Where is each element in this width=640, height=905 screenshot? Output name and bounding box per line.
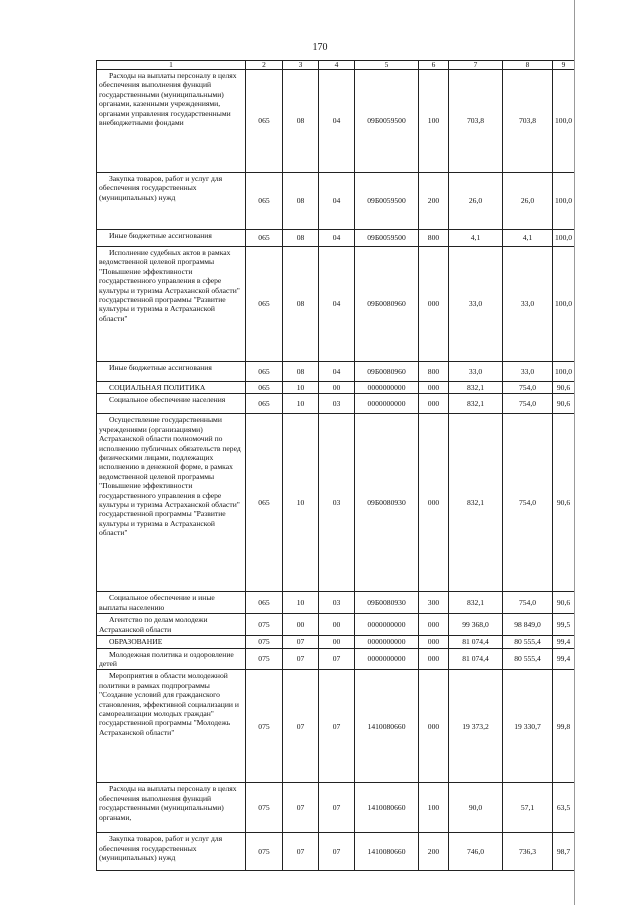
row-value-cell-6: 000: [419, 670, 449, 783]
row-value-cell-5: 09Б0059500: [355, 70, 419, 173]
row-value-cell-6: 300: [419, 592, 449, 614]
row-value-cell-2: 075: [246, 833, 283, 871]
row-value-cell-7: 26,0: [449, 173, 503, 230]
row-value-cell-5: 09Б0059500: [355, 230, 419, 247]
page-number: 170: [312, 42, 328, 53]
row-value-cell-7: 33,0: [449, 247, 503, 362]
table-row: [97, 414, 575, 592]
row-value-cell-8: 754,0: [503, 414, 553, 592]
row-value-cell-4: 00: [319, 636, 355, 648]
row-value-cell-3: 10: [283, 382, 319, 394]
row-value-cell-8: 98 849,0: [503, 614, 553, 636]
row-value-cell-2: 065: [246, 414, 283, 592]
row-value-cell-2: 065: [246, 173, 283, 230]
row-value-cell-5: 09Б0080960: [355, 247, 419, 362]
row-name-cell: Мероприятия в области молодежной политики в рамках подпрограммы "Создание условий для гражданского становления, эффективной социализации и самореализации молодых граждан" государственной программы "Молодежь Астраханской области": [97, 670, 246, 783]
row-value-cell-9: 99,4: [553, 648, 575, 670]
row-value-cell-4: 03: [319, 592, 355, 614]
row-value-cell-6: 100: [419, 783, 449, 833]
row-value-cell-4: 07: [319, 670, 355, 783]
row-value-cell-7: 33,0: [449, 362, 503, 382]
row-value-cell-9: 90,6: [553, 382, 575, 394]
scan-border-line: [574, 0, 575, 905]
table-row: [97, 70, 575, 173]
row-value-cell-3: 08: [283, 230, 319, 247]
row-value-cell-3: 08: [283, 247, 319, 362]
row-value-cell-2: 075: [246, 636, 283, 648]
row-value-cell-8: 80 555,4: [503, 636, 553, 648]
row-value-cell-8: 57,1: [503, 783, 553, 833]
row-value-cell-2: 065: [246, 592, 283, 614]
table-row: [97, 382, 575, 394]
header-cell: 9: [553, 61, 575, 70]
row-value-cell-3: 07: [283, 636, 319, 648]
row-value-cell-5: 0000000000: [355, 614, 419, 636]
row-value-cell-6: 800: [419, 362, 449, 382]
table-row: [97, 173, 575, 230]
row-value-cell-7: 81 074,4: [449, 636, 503, 648]
row-value-cell-5: 1410080660: [355, 670, 419, 783]
row-value-cell-3: 10: [283, 592, 319, 614]
row-name-cell: ОБРАЗОВАНИЕ: [97, 636, 246, 648]
row-name-cell: Молодежная политика и оздоровление детей: [97, 648, 246, 670]
row-name-cell: Иные бюджетные ассигнования: [97, 362, 246, 382]
row-name-cell: Социальное обеспечение и иные выплаты населению: [97, 592, 246, 614]
row-value-cell-7: 19 373,2: [449, 670, 503, 783]
row-value-cell-3: 07: [283, 833, 319, 871]
row-value-cell-9: 99,5: [553, 614, 575, 636]
row-value-cell-9: 100,0: [553, 362, 575, 382]
table-row: [97, 230, 575, 247]
row-value-cell-4: 00: [319, 382, 355, 394]
row-value-cell-5: 09Б0080930: [355, 592, 419, 614]
row-value-cell-3: 08: [283, 173, 319, 230]
header-cell: 2: [246, 61, 283, 70]
row-value-cell-7: 99 368,0: [449, 614, 503, 636]
row-value-cell-8: 754,0: [503, 394, 553, 414]
row-value-cell-2: 065: [246, 362, 283, 382]
row-value-cell-2: 065: [246, 247, 283, 362]
row-value-cell-2: 075: [246, 783, 283, 833]
row-value-cell-6: 000: [419, 394, 449, 414]
row-value-cell-4: 07: [319, 783, 355, 833]
row-value-cell-8: 754,0: [503, 592, 553, 614]
row-value-cell-4: 04: [319, 247, 355, 362]
row-value-cell-7: 90,0: [449, 783, 503, 833]
row-value-cell-5: 1410080660: [355, 783, 419, 833]
row-value-cell-7: 832,1: [449, 382, 503, 394]
row-name-cell: Закупка товаров, работ и услуг для обеспечения государственных (муниципальных) нужд: [97, 833, 246, 871]
row-name-cell: Социальное обеспечение населения: [97, 394, 246, 414]
row-value-cell-8: 33,0: [503, 247, 553, 362]
row-value-cell-7: 832,1: [449, 414, 503, 592]
row-value-cell-4: 07: [319, 833, 355, 871]
budget-table: [96, 60, 575, 871]
row-value-cell-4: 04: [319, 230, 355, 247]
row-name-cell: Исполнение судебных актов в рамках ведомственной целевой программы "Повышение эффективности государственного управления в сфере культуры и туризма Астраханской области" государственной программы "Развитие культуры и туризма в Астраханской области": [97, 247, 246, 362]
table-row: [97, 636, 575, 648]
table-row: [97, 247, 575, 362]
row-value-cell-9: 100,0: [553, 247, 575, 362]
table-row: [97, 362, 575, 382]
row-value-cell-4: 04: [319, 70, 355, 173]
row-value-cell-2: 065: [246, 394, 283, 414]
row-value-cell-6: 100: [419, 70, 449, 173]
table-row: [97, 614, 575, 636]
row-name-cell: СОЦИАЛЬНАЯ ПОЛИТИКА: [97, 382, 246, 394]
row-value-cell-6: 000: [419, 614, 449, 636]
row-value-cell-6: 000: [419, 648, 449, 670]
row-value-cell-2: 075: [246, 614, 283, 636]
row-value-cell-4: 03: [319, 394, 355, 414]
row-value-cell-4: 03: [319, 414, 355, 592]
row-value-cell-6: 000: [419, 382, 449, 394]
table-row: [97, 833, 575, 871]
row-value-cell-6: 800: [419, 230, 449, 247]
row-value-cell-2: 075: [246, 670, 283, 783]
table-row: [97, 592, 575, 614]
row-value-cell-5: 0000000000: [355, 648, 419, 670]
row-value-cell-7: 746,0: [449, 833, 503, 871]
header-cell: 3: [283, 61, 319, 70]
table-row: [97, 648, 575, 670]
row-name-cell: Расходы на выплаты персоналу в целях обеспечения выполнения функций государственными (муниципальными) органами,: [97, 783, 246, 833]
row-value-cell-3: 00: [283, 614, 319, 636]
row-value-cell-9: 98,7: [553, 833, 575, 871]
row-value-cell-2: 075: [246, 648, 283, 670]
row-value-cell-3: 07: [283, 648, 319, 670]
row-value-cell-8: 80 555,4: [503, 648, 553, 670]
row-value-cell-6: 200: [419, 173, 449, 230]
table-row: [97, 394, 575, 414]
row-value-cell-7: 4,1: [449, 230, 503, 247]
row-value-cell-5: 09Б0059500: [355, 173, 419, 230]
header-row: [97, 61, 575, 70]
header-cell: 8: [503, 61, 553, 70]
row-value-cell-6: 200: [419, 833, 449, 871]
row-value-cell-5: 0000000000: [355, 636, 419, 648]
row-value-cell-9: 100,0: [553, 173, 575, 230]
row-name-cell: Осуществление государственными учреждениями (организациями) Астраханской области полномочий по исполнению публичных обязательств перед физическими лицами, подлежащих исполнению в денежной форме, в рамках ведомственной целевой программы "Повышение эффективности государственного управления в сфере культуры и туризма Астраханской области" государственной программы "Развитие культуры и туризма в Астраханской области": [97, 414, 246, 592]
row-value-cell-5: 09Б0080960: [355, 362, 419, 382]
row-value-cell-7: 81 074,4: [449, 648, 503, 670]
row-value-cell-4: 04: [319, 362, 355, 382]
row-value-cell-9: 99,4: [553, 636, 575, 648]
row-value-cell-8: 26,0: [503, 173, 553, 230]
row-value-cell-7: 703,8: [449, 70, 503, 173]
row-value-cell-5: 0000000000: [355, 394, 419, 414]
row-value-cell-3: 10: [283, 394, 319, 414]
row-value-cell-4: 07: [319, 648, 355, 670]
row-value-cell-5: 1410080660: [355, 833, 419, 871]
row-value-cell-6: 000: [419, 247, 449, 362]
row-value-cell-5: 0000000000: [355, 382, 419, 394]
row-value-cell-2: 065: [246, 230, 283, 247]
row-value-cell-8: 736,3: [503, 833, 553, 871]
row-value-cell-9: 63,5: [553, 783, 575, 833]
row-value-cell-9: 90,6: [553, 414, 575, 592]
header-cell: 1: [97, 61, 246, 70]
row-value-cell-9: 90,6: [553, 394, 575, 414]
row-value-cell-8: 19 330,7: [503, 670, 553, 783]
row-value-cell-4: 04: [319, 173, 355, 230]
row-value-cell-6: 000: [419, 636, 449, 648]
row-value-cell-3: 08: [283, 70, 319, 173]
header-cell: 6: [419, 61, 449, 70]
row-value-cell-2: 065: [246, 70, 283, 173]
row-value-cell-8: 33,0: [503, 362, 553, 382]
row-value-cell-8: 4,1: [503, 230, 553, 247]
row-name-cell: Иные бюджетные ассигнования: [97, 230, 246, 247]
row-value-cell-6: 000: [419, 414, 449, 592]
row-name-cell: Расходы на выплаты персоналу в целях обеспечения выполнения функций государственными (муниципальными) органами, казенными учреждениями, органами управления государственными внебюджетными фондами: [97, 70, 246, 173]
row-value-cell-9: 100,0: [553, 70, 575, 173]
row-value-cell-9: 99,8: [553, 670, 575, 783]
row-value-cell-3: 08: [283, 362, 319, 382]
row-value-cell-9: 100,0: [553, 230, 575, 247]
table-row: [97, 783, 575, 833]
row-value-cell-3: 07: [283, 670, 319, 783]
row-value-cell-2: 065: [246, 382, 283, 394]
row-value-cell-8: 754,0: [503, 382, 553, 394]
row-value-cell-8: 703,8: [503, 70, 553, 173]
row-value-cell-9: 90,6: [553, 592, 575, 614]
row-value-cell-7: 832,1: [449, 394, 503, 414]
row-value-cell-5: 09Б0080930: [355, 414, 419, 592]
header-cell: 4: [319, 61, 355, 70]
row-name-cell: Закупка товаров, работ и услуг для обеспечения государственных (муниципальных) нужд: [97, 173, 246, 230]
row-value-cell-7: 832,1: [449, 592, 503, 614]
row-value-cell-3: 07: [283, 783, 319, 833]
header-cell: 5: [355, 61, 419, 70]
header-cell: 7: [449, 61, 503, 70]
table-row: [97, 670, 575, 783]
row-name-cell: Агентство по делам молодежи Астраханской области: [97, 614, 246, 636]
row-value-cell-3: 10: [283, 414, 319, 592]
row-value-cell-4: 00: [319, 614, 355, 636]
